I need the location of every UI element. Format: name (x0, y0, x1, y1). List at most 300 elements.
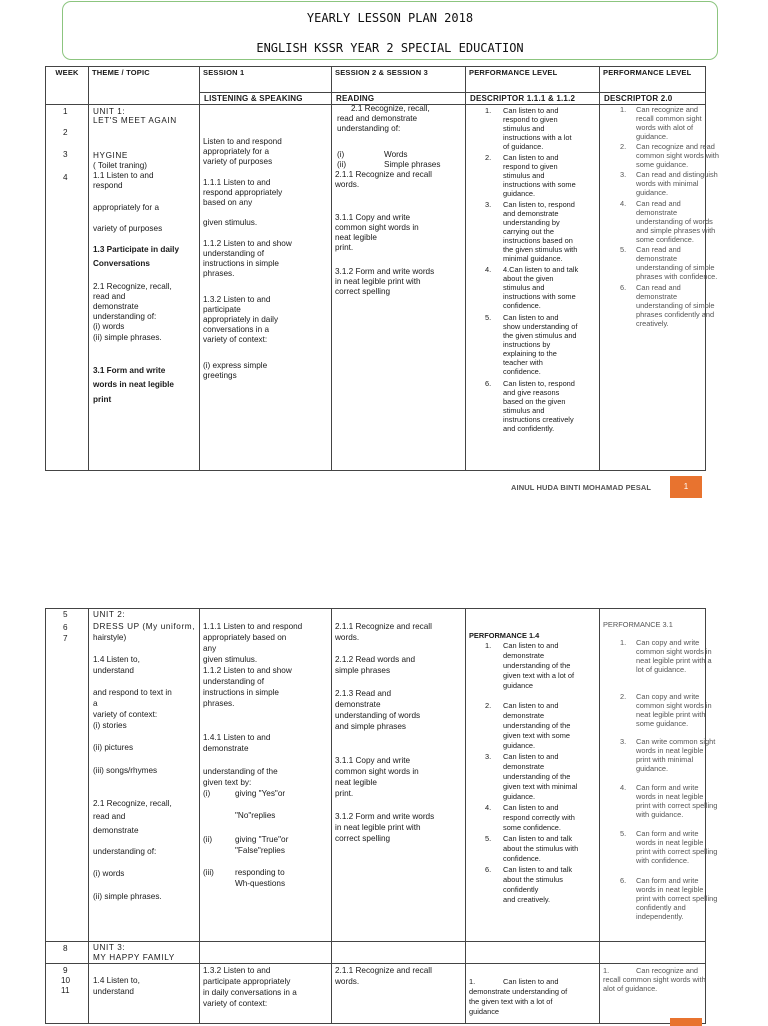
week-number: 3 (63, 150, 68, 159)
perf-text: about the given (503, 274, 554, 283)
session23-text: 3.1.2 Form and write words (335, 812, 435, 821)
session1-text: variety of purposes (203, 157, 273, 166)
session1-text: giving "True"or (235, 835, 289, 844)
perf-text: respond to given (503, 162, 558, 171)
theme-text: 2.1 Recognize, recall, (93, 282, 172, 291)
week-cell (46, 609, 89, 942)
perf-text: understanding of simple (636, 263, 715, 272)
perf-text: teacher with (503, 358, 543, 367)
theme-text: hairstyle) (93, 633, 127, 642)
theme-text: (ii) simple phrases. (93, 333, 162, 342)
perf-text: confidence. (503, 367, 541, 376)
week-number: 1 (63, 107, 68, 116)
session1-text: conversations in a (203, 325, 269, 334)
list-number: 4. (620, 199, 627, 208)
session1-text: based on any (203, 198, 253, 207)
page-subtitle: ENGLISH KSSR YEAR 2 SPECIAL EDUCATION (256, 41, 524, 55)
theme-text: 1.4 Listen to, (93, 976, 140, 985)
perf-text: understanding of the (503, 661, 571, 670)
perf-text: common sight words in (636, 701, 712, 710)
session1-text: appropriately in daily (203, 315, 279, 324)
perf-text: stimulus and (503, 406, 545, 415)
session23-text: in neat legible print with (335, 277, 421, 286)
perf-text: the given stimulus and (503, 331, 577, 340)
perf2-cell (600, 609, 718, 942)
perf-text: common sight words with (636, 151, 719, 160)
col-header-session1: SESSION 1 (200, 67, 332, 93)
list-number: 2. (620, 142, 627, 151)
session23-cell (332, 609, 466, 942)
session23-text: 2.1.2 Read words and (335, 655, 416, 664)
theme-text: (i) words (93, 322, 125, 331)
perf-heading: PERFORMANCE 3.1 (603, 620, 673, 629)
perf-text: based on the given (503, 397, 566, 406)
perf-text: Can listen to and (503, 106, 559, 115)
perf-text: guidance. (636, 188, 669, 197)
theme-text: read and (93, 812, 126, 821)
page-number-badge-partial (670, 1018, 702, 1026)
perf-text: stimulus and (503, 283, 545, 292)
empty-cell (466, 942, 600, 964)
perf-text: with confidence. (636, 856, 689, 865)
perf-text: confidently and (636, 903, 686, 912)
perf-text: Can read and (636, 283, 681, 292)
session1-text: phrases. (203, 269, 235, 278)
session1-text: (i) (203, 789, 211, 798)
session1-text: "False"replies (235, 846, 285, 855)
perf-text: given text with some (503, 731, 570, 740)
theme-text: (iii) songs/rhymes (93, 766, 158, 775)
session23-text: print. (335, 789, 354, 798)
session23-cell (332, 105, 466, 471)
perf-text: confidently (503, 885, 539, 894)
session23-text: read and demonstrate (337, 114, 418, 123)
theme-text: read and (93, 292, 126, 301)
perf-text: Can read and (636, 245, 681, 254)
empty-cell (600, 942, 706, 964)
perf-text: respond correctly with (503, 813, 575, 822)
session1-text: greetings (203, 371, 237, 380)
perf-text: guidance. (503, 189, 536, 198)
perf-text: guidance. (503, 741, 536, 750)
session23-text: common sight words in (335, 767, 419, 776)
unit-title: UNIT 3: (93, 943, 126, 952)
theme-cell (89, 609, 200, 942)
theme-text: (ii) simple phrases. (93, 892, 162, 901)
perf-text: Can write common sight (636, 737, 716, 746)
perf-text: and creatively. (503, 895, 551, 904)
theme-text: (ii) pictures (93, 743, 134, 752)
perf-text: understanding by (503, 218, 560, 227)
theme-text: appropriately for a (93, 203, 159, 212)
perf-text: and give reasons (503, 388, 560, 397)
session23-text: (i) (337, 150, 345, 159)
week-cell (46, 964, 89, 1024)
week-number: 5 (63, 610, 68, 619)
list-number: 5. (485, 313, 492, 322)
theme-text: Conversations (93, 259, 150, 268)
list-number: 6. (485, 865, 492, 874)
perf-text: instructions by (503, 340, 551, 349)
theme-text: 1.1 Listen to and (93, 171, 154, 180)
list-number: 6. (620, 283, 627, 292)
list-number: 1. (485, 106, 492, 115)
list-number: 6. (485, 379, 492, 388)
perf-text: some guidance. (636, 160, 689, 169)
session23-text: and simple phrases (335, 722, 406, 731)
theme-text: print (93, 395, 112, 404)
perf-text: words in neat legible (636, 885, 704, 894)
perf-text: demonstrate (503, 711, 545, 720)
theme-text: demonstrate (93, 826, 139, 835)
list-number: 5. (485, 834, 492, 843)
week-cell (46, 105, 89, 471)
list-number: 1. (603, 966, 610, 975)
session1-text: (iii) (203, 868, 214, 877)
week-number: 4 (63, 173, 68, 182)
perf-text: instructions creatively (503, 415, 574, 424)
perf-text: stimulus and (503, 124, 545, 133)
perf-text: instructions with a lot (503, 133, 572, 142)
session1-text: "No"replies (235, 811, 276, 820)
perf-text: phrases with confidence. (636, 272, 718, 281)
perf-text: Can copy and write (636, 692, 700, 701)
perf-text: of guidance. (503, 142, 544, 151)
col-header-theme: THEME / TOPIC (89, 67, 200, 105)
week-number: 11 (61, 986, 70, 995)
theme-text: understand (93, 987, 134, 996)
perf-text: Can form and write (636, 876, 699, 885)
perf-text: print with correct spelling (636, 894, 718, 903)
week-number: 10 (61, 976, 71, 985)
session23-text: 2.1 Recognize, recall, (351, 104, 430, 113)
perf-text: words in neat legible (636, 838, 704, 847)
perf-text: and demonstrate (503, 209, 559, 218)
list-number: 2. (485, 701, 492, 710)
perf-text: and confidently. (503, 424, 555, 433)
header-banner (62, 1, 718, 60)
perf-text: Can read and (636, 199, 681, 208)
session23-text: 3.1.1 Copy and write (335, 213, 411, 222)
theme-text: respond (93, 181, 123, 190)
session1-text: phrases. (203, 699, 235, 708)
perf-text: Can form and write (636, 829, 699, 838)
perf2-cell (600, 105, 719, 471)
perf-text: independently. (636, 912, 684, 921)
theme-text: 1.3 Participate in daily (93, 245, 180, 254)
theme-text: understanding of: (93, 847, 157, 856)
perf-text: understanding of the (503, 721, 571, 730)
perf-text: guidance. (636, 132, 669, 141)
week-cell (46, 942, 89, 964)
perf-text: respond to given (503, 115, 558, 124)
perf-text: Can copy and write (636, 638, 700, 647)
session23-cell (332, 964, 466, 1024)
theme-cell (89, 964, 200, 1024)
list-number: 5. (620, 829, 627, 838)
perf-text: and simple phrases with (636, 226, 716, 235)
perf-text: Can listen to and (503, 803, 559, 812)
list-number: 1. (469, 977, 476, 986)
session23-text: 2.1.3 Read and (335, 689, 391, 698)
list-number: 4. (620, 783, 627, 792)
perf-text: Can listen to and (503, 313, 559, 322)
perf-text: carrying out the (503, 227, 554, 236)
perf-text: understanding of the (503, 772, 571, 781)
theme-text: words in neat legible (93, 380, 174, 389)
perf-text: neat legible print with a (636, 656, 712, 665)
lesson-plan-table-unit1 (45, 66, 719, 471)
session1-text: 1.1.1 Listen to and respond (203, 622, 303, 631)
lesson-plan-table-unit2 (45, 608, 718, 1024)
theme-text: and respond to text in (93, 688, 172, 697)
session1-text: instructions in simple (203, 688, 279, 697)
subheader-session1: LISTENING & SPEAKING (200, 93, 332, 105)
list-number: 5. (620, 245, 627, 254)
empty-cell (332, 942, 466, 964)
perf-text: Can listen to and talk (503, 865, 573, 874)
perf-text: Can listen to, respond (503, 379, 575, 388)
theme-text: HYGINE (93, 151, 128, 160)
perf-text: understanding of simple (636, 301, 715, 310)
perf-text: guidance. (636, 764, 669, 773)
unit-name: DRESS UP (My uniform, (93, 622, 196, 631)
perf1-cell (466, 964, 600, 1024)
session1-text: 1.3.2 Listen to and (203, 295, 271, 304)
theme-text: demonstrate (93, 302, 139, 311)
perf-text: about the stimulus (503, 875, 563, 884)
session1-cell (200, 609, 332, 942)
perf-text: the given text with a lot of (469, 997, 553, 1006)
perf-text: neat legible print with (636, 710, 706, 719)
perf-text: Can listen to and (503, 153, 559, 162)
session1-text: giving "Yes"or (235, 789, 286, 798)
session1-text: 1.1.2 Listen to and show (203, 239, 292, 248)
perf-text: creatively. (636, 319, 669, 328)
session1-text: Listen to and respond (203, 137, 282, 146)
list-number: 4. (485, 803, 492, 812)
perf-text: some confidence. (636, 235, 694, 244)
list-number: 3. (485, 752, 492, 761)
perf-text: demonstrate (503, 762, 545, 771)
theme-text: understand (93, 666, 134, 675)
session23-text: correct spelling (335, 834, 391, 843)
list-number: 1. (620, 638, 627, 647)
perf-text: Can listen to and talk (503, 834, 573, 843)
session1-text: participate (203, 305, 241, 314)
perf-text: Can recognize and (636, 966, 699, 975)
perf-text: guidance (503, 681, 533, 690)
perf-text: demonstrate (636, 208, 678, 217)
perf-text: Can listen to and (503, 701, 559, 710)
perf-text: the given stimulus with (503, 245, 578, 254)
perf-text: print with correct spelling (636, 847, 718, 856)
session1-text: 1.1.2 Listen to and show (203, 666, 292, 675)
perf-text: phrases confidently and (636, 310, 715, 319)
session1-text: (ii) (203, 835, 213, 844)
list-number: 4. (485, 265, 492, 274)
session23-text: 2.1.1 Recognize and recall (335, 622, 432, 631)
perf-text: given text with a lot of (503, 671, 575, 680)
session23-text: Words (384, 150, 408, 159)
subheader-perf2: DESCRIPTOR 2.0 (600, 93, 706, 105)
perf-text: understanding of words (636, 217, 713, 226)
perf-text: alot of guidance. (603, 984, 658, 993)
session23-text: 2.1.1 Recognize and recall (335, 966, 432, 975)
session1-text: understanding of (203, 249, 264, 258)
perf1-cell (466, 609, 600, 942)
perf-text: recall common sight words with (603, 975, 706, 984)
perf-text: print with minimal (636, 755, 694, 764)
perf1-cell (466, 105, 600, 471)
session23-text: 2.1.1 Recognize and recall (335, 170, 432, 179)
session23-text: Simple phrases (384, 160, 441, 169)
perf-text: show understanding of (503, 322, 578, 331)
session23-text: words. (335, 180, 360, 189)
session23-text: demonstrate (335, 700, 381, 709)
subheader-session23: READING (332, 93, 466, 105)
theme-text: variety of purposes (93, 224, 163, 233)
session1-text: 1.3.2 Listen to and (203, 966, 271, 975)
session23-text: in neat legible print with (335, 823, 421, 832)
list-number: 3. (620, 170, 627, 179)
perf2-cell (600, 964, 706, 1024)
perf-text: words with minimal (636, 179, 699, 188)
perf-text: Can read and distinguish (636, 170, 718, 179)
subheader-perf1: DESCRIPTOR 1.1.1 & 1.1.2 (466, 93, 600, 105)
list-number: 3. (485, 200, 492, 209)
session1-text: appropriately for a (203, 147, 269, 156)
perf-text: words with alot of (636, 123, 694, 132)
unit3-cell (89, 942, 200, 964)
perf-text: demonstrate (636, 292, 678, 301)
perf-text: guidance. (503, 792, 536, 801)
perf-text: demonstrate (636, 254, 678, 263)
perf-text: confidence. (503, 854, 541, 863)
perf-text: stimulus and (503, 171, 545, 180)
theme-text: ( Toilet traning) (93, 161, 148, 170)
page-title: YEARLY LESSON PLAN 2018 (306, 11, 474, 25)
unit-title: UNIT 2: (93, 610, 126, 619)
perf-text: Can form and write (636, 783, 699, 792)
perf-text: explaining to the (503, 349, 557, 358)
session1-cell (200, 105, 332, 471)
week-number: 2 (63, 128, 68, 137)
col-header-session23: SESSION 2 & SESSION 3 (332, 67, 466, 93)
session23-text: correct spelling (335, 287, 391, 296)
perf-text: some guidance. (636, 719, 689, 728)
theme-text: 3.1 Form and write (93, 366, 166, 375)
theme-text: a (93, 699, 98, 708)
col-header-perf2: PERFORMANCE LEVEL (600, 67, 706, 93)
perf-text: recall common sight (636, 114, 702, 123)
perf-text: common sight words in (636, 647, 712, 656)
session23-text: neat legible (335, 778, 377, 787)
session1-text: 1.4.1 Listen to and (203, 733, 271, 742)
perf-text: given text with minimal (503, 782, 578, 791)
perf-text: Can listen to and (503, 641, 559, 650)
session23-text: understanding of: (337, 124, 401, 133)
perf-text: 4.Can listen to and talk (503, 265, 579, 274)
session1-text: participate appropriately (203, 977, 291, 986)
page-number-badge: 1 (670, 476, 702, 498)
session1-text: given stimulus. (203, 218, 258, 227)
week-number: 9 (63, 966, 68, 975)
theme-text: 1.4 Listen to, (93, 655, 140, 664)
perf-text: Can listen to, respond (503, 200, 575, 209)
perf-text: minimal guidance. (503, 254, 563, 263)
perf-heading: PERFORMANCE 1.4 (469, 631, 540, 640)
perf-text: demonstrate (503, 651, 545, 660)
col-header-perf1: PERFORMANCE LEVEL (466, 67, 600, 93)
list-number: 2. (485, 153, 492, 162)
session23-text: words. (335, 977, 360, 986)
perf-text: some confidence. (503, 823, 561, 832)
perf-text: lot of guidance. (636, 665, 687, 674)
perf-text: Can recognize and read (636, 142, 715, 151)
list-number: 2. (620, 692, 627, 701)
perf-text: confidence. (503, 301, 541, 310)
session1-text: responding to (235, 868, 285, 877)
list-number: 1. (485, 641, 492, 650)
session1-text: any (203, 644, 217, 653)
perf-text: Can listen to and (503, 977, 559, 986)
perf-text: Can listen to and (503, 752, 559, 761)
session1-text: demonstrate (203, 744, 249, 753)
week-number: 6 (63, 623, 68, 632)
unit-name: MY HAPPY FAMILY (93, 953, 175, 962)
session23-text: 3.1.2 Form and write words (335, 267, 435, 276)
session23-text: common sight words in (335, 223, 419, 232)
author-name: AINUL HUDA BINTI MOHAMAD PESAL (511, 483, 652, 492)
perf-text: about the stimulus with (503, 844, 579, 853)
session23-text: simple phrases (335, 666, 391, 675)
session23-text: (ii) (337, 160, 347, 169)
theme-text: understanding of: (93, 312, 157, 321)
list-number: 6. (620, 876, 627, 885)
week-number: 8 (63, 944, 68, 953)
session1-text: 1.1.1 Listen to and (203, 178, 271, 187)
session1-text: instructions in simple (203, 259, 279, 268)
empty-cell (200, 942, 332, 964)
session1-text: respond appropriately (203, 188, 283, 197)
session1-text: given text by: (203, 778, 252, 787)
theme-text: variety of context: (93, 710, 158, 719)
col-header-week: WEEK (46, 67, 89, 105)
session1-text: (i) express simple (203, 361, 268, 370)
perf-text: guidance (469, 1007, 499, 1016)
perf-text: instructions based on (503, 236, 573, 245)
session23-text: 3.1.1 Copy and write (335, 756, 411, 765)
session1-cell (200, 964, 332, 1024)
perf-text: instructions with some (503, 292, 576, 301)
session1-text: Wh-questions (235, 879, 286, 888)
perf-text: Can recognize and (636, 105, 699, 114)
theme-text: (i) stories (93, 721, 127, 730)
perf-text: with guidance. (636, 810, 684, 819)
perf-text: words in neat legible (636, 746, 704, 755)
theme-text: 2.1 Recognize, recall, (93, 799, 172, 808)
perf-text: instructions with some (503, 180, 576, 189)
theme-text: (i) words (93, 869, 125, 878)
session1-text: variety of context: (203, 999, 268, 1008)
session1-text: understanding of (203, 677, 264, 686)
list-number: 1. (620, 105, 627, 114)
perf-text: print with correct spelling (636, 801, 718, 810)
session23-text: understanding of words (335, 711, 421, 720)
session1-text: variety of context: (203, 335, 268, 344)
unit-name: LET'S MEET AGAIN (93, 116, 177, 125)
